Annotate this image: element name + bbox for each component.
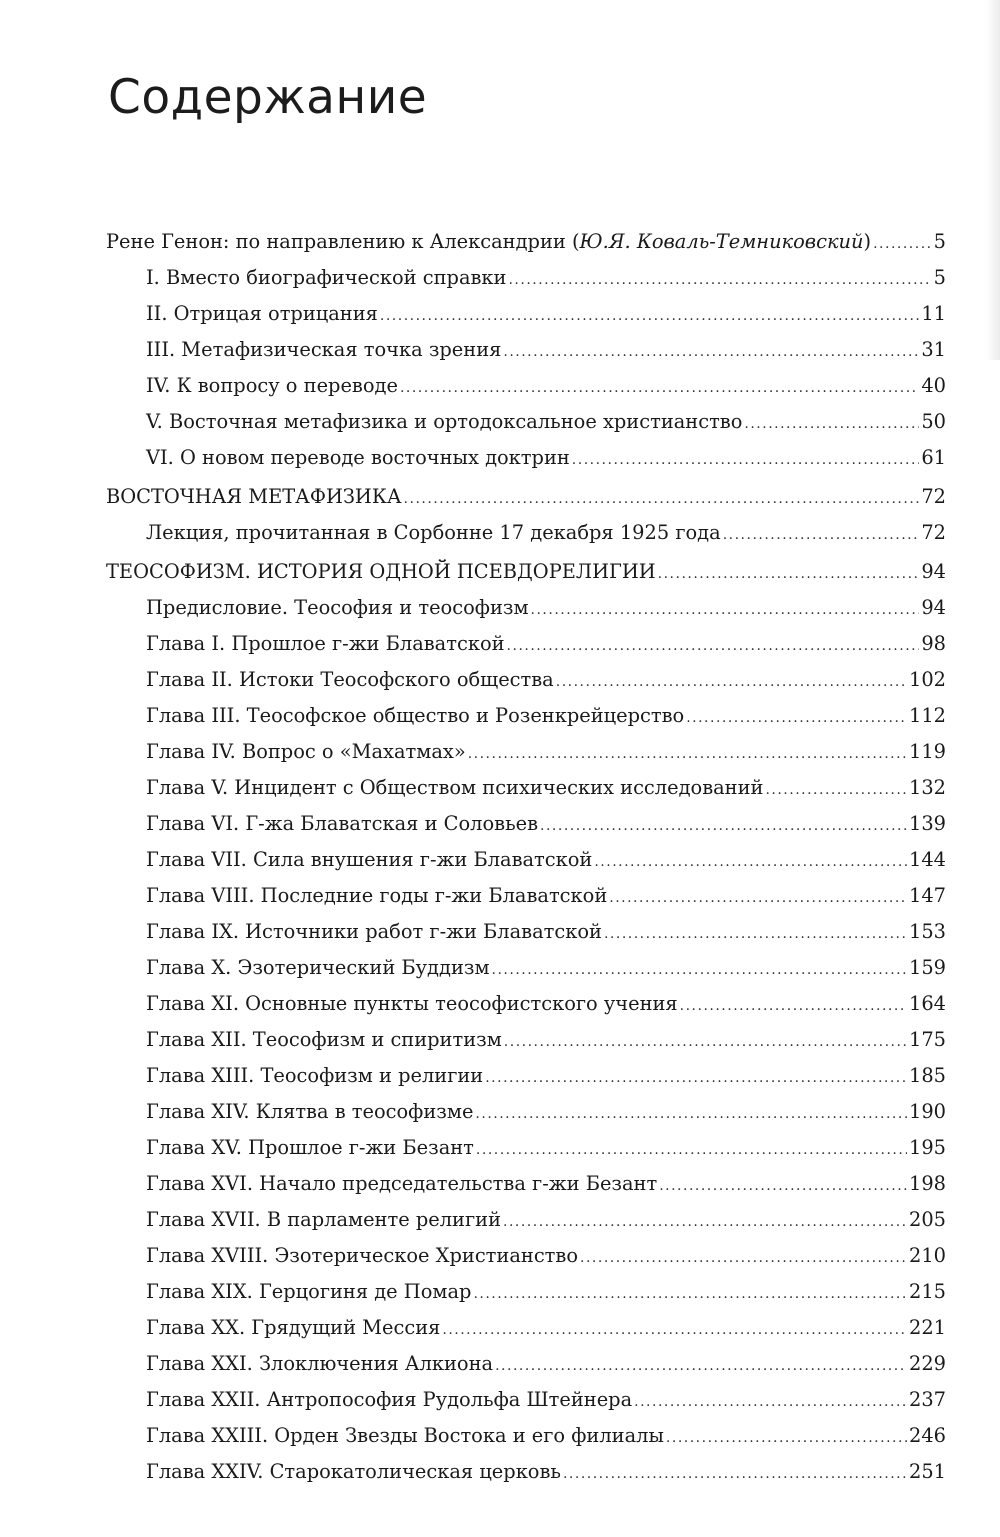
toc-chapter-entry: [0, 515, 1000, 551]
toc-page-number: 147: [908, 884, 946, 907]
toc-entry-title-text: Глава XIV. Клятва в теософизме: [146, 1100, 474, 1123]
toc-entry-title: [146, 986, 678, 1022]
toc-entry-title: [146, 1310, 440, 1346]
toc-dot-leader: [658, 556, 920, 592]
toc-entry-title: [146, 1346, 493, 1382]
toc-entry-title-text: Глава VIII. Последние годы г-жи Блаватской: [146, 884, 608, 907]
toc-entry-title-text: VI. О новом переводе восточных доктрин: [146, 446, 570, 469]
toc-page-number: 72: [921, 485, 946, 508]
toc-dot-leader: [572, 442, 920, 478]
toc-page-number: 205: [908, 1208, 946, 1231]
toc-dot-leader: [580, 1240, 907, 1276]
toc-entry-title: [146, 914, 602, 950]
toc-entry-title: [146, 662, 554, 698]
toc-page-number: 215: [908, 1280, 946, 1303]
toc-entry-title-text: Предисловие. Теософия и теософизм: [146, 596, 529, 619]
toc-chapter-entry: [0, 1058, 1000, 1094]
toc-entry-title-text: Глава VII. Сила внушения г-жи Блаватской: [146, 848, 593, 871]
toc-page-number: 144: [908, 848, 946, 871]
toc-entry-title: [146, 368, 398, 404]
toc-chapter-entry: [0, 878, 1000, 914]
toc-page-number: 31: [921, 338, 946, 361]
toc-entry-title: [146, 1022, 502, 1058]
toc-dot-leader: [563, 1456, 907, 1492]
toc-entry-title: [106, 479, 402, 515]
toc-page-number: 5: [933, 230, 946, 253]
toc-chapter-entry: [0, 296, 1000, 332]
toc-entry-title: [146, 698, 684, 734]
toc-entry-title-text: Глава XXIV. Старокатолическая церковь: [146, 1460, 561, 1483]
toc-page-number: 50: [921, 410, 946, 433]
toc-entry-title: [146, 1454, 561, 1490]
toc-entry-title: [146, 590, 529, 626]
toc-chapter-entry: [0, 950, 1000, 986]
toc-entry-title: [146, 1238, 578, 1274]
toc-entry-title: [146, 404, 742, 440]
toc-section-entry: [0, 224, 1000, 260]
toc-page-number: 164: [908, 992, 946, 1015]
toc-entry-title-text: ТЕОСОФИЗМ. ИСТОРИЯ ОДНОЙ ПСЕВДОРЕЛИГИИ: [106, 560, 656, 583]
table-of-contents: [0, 224, 1000, 1490]
toc-entry-title-text: Глава XIX. Герцогиня де Помар: [146, 1280, 472, 1303]
toc-entry-title-text: V. Восточная метафизика и ортодоксальное христианство: [146, 410, 743, 433]
toc-chapter-entry: [0, 1022, 1000, 1058]
toc-page-number: 94: [921, 560, 946, 583]
toc-dot-leader: [400, 370, 919, 406]
toc-chapter-entry: [0, 914, 1000, 950]
toc-entry-title-text: Лекция, прочитанная в Сорбонне 17 декабря 1925 года: [146, 521, 721, 544]
toc-entry-title-text: Рене Генон: по направлению к Александрии (: [106, 230, 580, 253]
toc-dot-leader: [508, 262, 931, 298]
toc-chapter-entry: [0, 368, 1000, 404]
toc-entry-title-text: Глава XX. Грядущий Мессия: [146, 1316, 441, 1339]
toc-dot-leader: [556, 664, 907, 700]
toc-dot-leader: [468, 736, 907, 772]
toc-dot-leader: [540, 808, 907, 844]
toc-page-number: 112: [908, 704, 946, 727]
toc-page-number: 251: [908, 1460, 946, 1483]
toc-chapter-entry: [0, 1166, 1000, 1202]
toc-page-number: 190: [908, 1100, 946, 1123]
toc-chapter-entry: [0, 986, 1000, 1022]
toc-entry-title-text: Глава II. Истоки Теософского общества: [146, 668, 554, 691]
toc-page-number: 11: [921, 302, 946, 325]
toc-chapter-entry: [0, 842, 1000, 878]
toc-page-number: 40: [921, 374, 946, 397]
toc-entry-title-text: Глава XI. Основные пункты теософистского учения: [146, 992, 678, 1015]
toc-entry-title: [146, 950, 490, 986]
toc-entry-title: [146, 1418, 664, 1454]
toc-entry-title: [146, 806, 538, 842]
toc-dot-leader: [744, 406, 919, 442]
toc-dot-leader: [503, 334, 919, 370]
toc-dot-leader: [666, 1420, 907, 1456]
toc-dot-leader: [723, 517, 920, 553]
toc-entry-title-text: Глава XIII. Теософизм и религии: [146, 1064, 484, 1087]
toc-entry-title: [146, 842, 592, 878]
toc-entry-title: [146, 770, 763, 806]
toc-chapter-entry: [0, 404, 1000, 440]
toc-entry-title: [146, 1058, 483, 1094]
toc-chapter-entry: [0, 1094, 1000, 1130]
toc-chapter-entry: [0, 590, 1000, 626]
toc-entry-title-text: III. Метафизическая точка зрения: [146, 338, 502, 361]
toc-entry-title-text: Глава XVIII. Эзотерическое Христианство: [146, 1244, 579, 1267]
toc-entry-title-text: Глава XII. Теософизм и спиритизм: [146, 1028, 502, 1051]
toc-dot-leader: [609, 880, 907, 916]
page-title: Содержание: [108, 70, 428, 125]
toc-entry-title-text: Глава IV. Вопрос о «Махатмах»: [146, 740, 466, 763]
toc-chapter-entry: [0, 770, 1000, 806]
toc-dot-leader: [659, 1168, 907, 1204]
toc-entry-title: [106, 224, 871, 260]
toc-page-number: 102: [908, 668, 946, 691]
toc-chapter-entry: [0, 1130, 1000, 1166]
toc-dot-leader: [507, 628, 920, 664]
toc-entry-title-text: Глава IX. Источники работ г-жи Блаватской: [146, 920, 602, 943]
toc-chapter-entry: [0, 1238, 1000, 1274]
toc-entry-title: [146, 1202, 501, 1238]
toc-entry-title-text: IV. К вопросу о переводе: [146, 374, 398, 397]
toc-page-number: 61: [921, 446, 946, 469]
toc-page-number: 153: [908, 920, 946, 943]
toc-entry-title: [106, 554, 656, 590]
toc-dot-leader: [634, 1384, 907, 1420]
toc-entry-title-text: Глава V. Инцидент с Обществом психических исследований: [146, 776, 764, 799]
toc-entry-title-text: Глава VI. Г-жа Блаватская и Соловьев: [146, 812, 539, 835]
toc-chapter-entry: [0, 662, 1000, 698]
toc-dot-leader: [594, 844, 907, 880]
toc-chapter-entry: [0, 698, 1000, 734]
toc-chapter-entry: [0, 1418, 1000, 1454]
toc-dot-leader: [686, 700, 907, 736]
toc-page-number: 159: [908, 956, 946, 979]
toc-chapter-entry: [0, 1382, 1000, 1418]
toc-chapter-entry: [0, 332, 1000, 368]
toc-page-number: 246: [908, 1424, 946, 1447]
toc-dot-leader: [680, 988, 907, 1024]
toc-page-number: 175: [908, 1028, 946, 1051]
toc-entry-title: [146, 332, 501, 368]
toc-page-number: 198: [908, 1172, 946, 1195]
toc-dot-leader: [476, 1132, 907, 1168]
toc-page-number: 195: [908, 1136, 946, 1159]
toc-dot-leader: [485, 1060, 907, 1096]
toc-entry-title-text: Глава I. Прошлое г-жи Блаватской: [146, 632, 505, 655]
toc-dot-leader: [404, 481, 920, 517]
toc-page-number: 237: [908, 1388, 946, 1411]
toc-chapter-entry: [0, 1454, 1000, 1490]
toc-entry-title-text: Глава III. Теософское общество и Розенкрейцерство: [146, 704, 685, 727]
toc-chapter-entry: [0, 806, 1000, 842]
toc-entry-title: [146, 440, 570, 476]
toc-entry-title-text: II. Отрицая отрицания: [146, 302, 378, 325]
toc-chapter-entry: [0, 1202, 1000, 1238]
toc-entry-title-text: I. Вместо биографической справки: [146, 266, 507, 289]
toc-entry-author: Ю.Я. Коваль-Темниковский: [579, 230, 864, 253]
toc-entry-title-suffix: ): [863, 230, 872, 253]
toc-entry-title: [146, 296, 378, 332]
toc-page-number: 210: [908, 1244, 946, 1267]
toc-entry-title-text: Глава XXI. Злоключения Алкиона: [146, 1352, 494, 1375]
toc-entry-title-text: ВОСТОЧНАЯ МЕТАФИЗИКА: [106, 485, 402, 508]
toc-dot-leader: [442, 1312, 907, 1348]
toc-page-number: 229: [908, 1352, 946, 1375]
toc-dot-leader: [495, 1348, 907, 1384]
toc-entry-title: [146, 260, 506, 296]
toc-page-number: 5: [933, 266, 946, 289]
toc-page-number: 94: [921, 596, 946, 619]
toc-dot-leader: [504, 1024, 907, 1060]
toc-section-entry: [0, 479, 1000, 515]
toc-page-number: 132: [908, 776, 946, 799]
toc-entry-title: [146, 1382, 632, 1418]
toc-entry-title-text: Глава XV. Прошлое г-жи Безант: [146, 1136, 474, 1159]
toc-chapter-entry: [0, 260, 1000, 296]
toc-chapter-entry: [0, 440, 1000, 476]
toc-section-entry: [0, 554, 1000, 590]
toc-entry-title: [146, 1274, 471, 1310]
toc-entry-title-text: Глава XVI. Начало председательства г-жи Безант: [146, 1172, 658, 1195]
toc-page-number: 98: [921, 632, 946, 655]
toc-page-number: 119: [908, 740, 946, 763]
toc-chapter-entry: [0, 1274, 1000, 1310]
toc-dot-leader: [873, 226, 932, 262]
toc-entry-title: [146, 1130, 474, 1166]
toc-dot-leader: [473, 1276, 907, 1312]
toc-dot-leader: [604, 916, 907, 952]
toc-page-number: 72: [921, 521, 946, 544]
toc-entry-title: [146, 515, 721, 551]
toc-page-number: 185: [908, 1064, 946, 1087]
toc-dot-leader: [503, 1204, 907, 1240]
toc-chapter-entry: [0, 1310, 1000, 1346]
toc-entry-title-text: Глава X. Эзотерический Буддизм: [146, 956, 490, 979]
toc-dot-leader: [531, 592, 920, 628]
toc-page-number: 221: [908, 1316, 946, 1339]
toc-chapter-entry: [0, 1346, 1000, 1382]
toc-dot-leader: [475, 1096, 907, 1132]
toc-entry-title: [146, 734, 466, 770]
toc-dot-leader: [380, 298, 919, 334]
toc-entry-title-text: Глава XXIII. Орден Звезды Востока и его филиалы: [146, 1424, 664, 1447]
toc-entry-title-text: Глава XVII. В парламенте религий: [146, 1208, 501, 1231]
toc-chapter-entry: [0, 626, 1000, 662]
toc-page-number: 139: [908, 812, 946, 835]
toc-entry-title: [146, 1094, 473, 1130]
toc-entry-title-text: Глава XXII. Антропософия Рудольфа Штейнера: [146, 1388, 633, 1411]
toc-entry-title: [146, 626, 505, 662]
toc-entry-title: [146, 1166, 657, 1202]
toc-entry-title: [146, 878, 607, 914]
toc-chapter-entry: [0, 734, 1000, 770]
toc-dot-leader: [765, 772, 907, 808]
toc-dot-leader: [492, 952, 907, 988]
